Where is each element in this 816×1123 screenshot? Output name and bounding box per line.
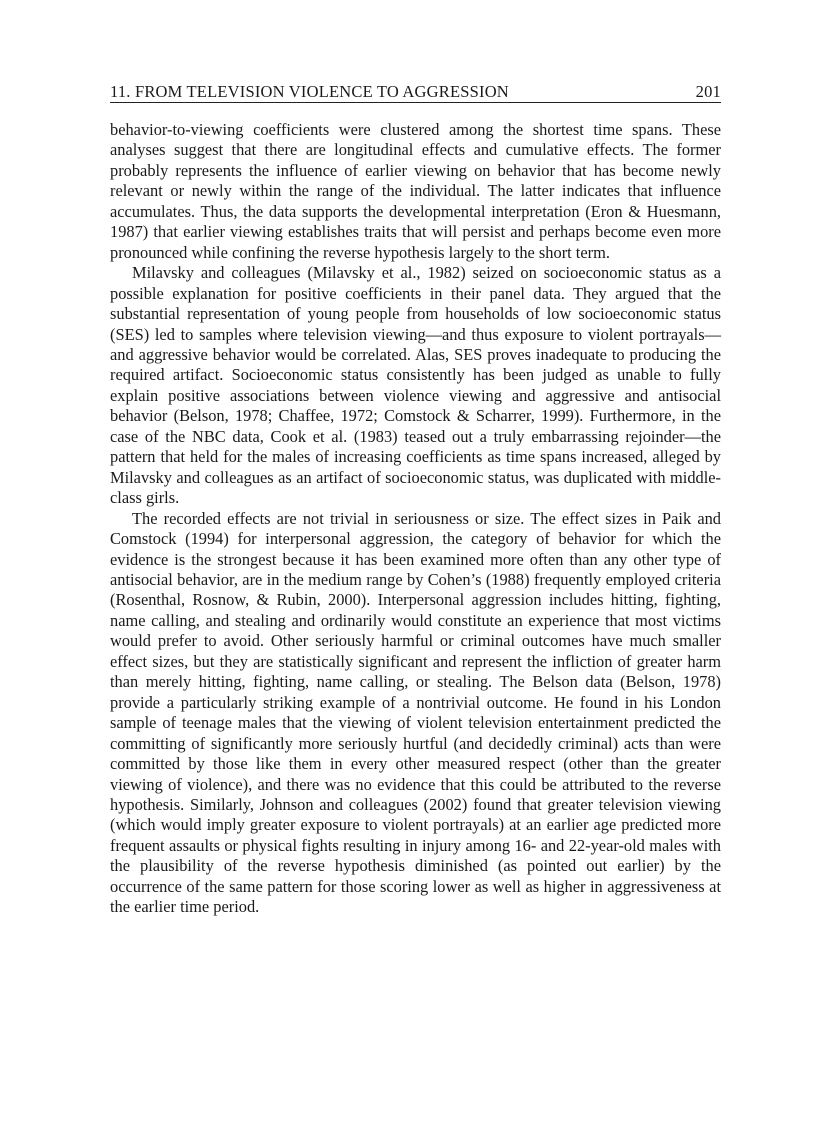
- page-number: 201: [695, 82, 721, 101]
- chapter-title: 11. FROM TELEVISION VIOLENCE TO AGGRESSION: [110, 82, 509, 101]
- paragraph-continued: behavior-to-viewing coefficients were clustered among the shortest time spans. These analyses suggest that there are longitudinal effects and cumulative effects. The former probably represents the influence of earlier viewing on behavior that has become newly relevant or newly within the range of the individual. The latter indicates that influence accumulates. Thus, the data supports the developmental interpretation (Eron & Huesmann, 1987) that earlier viewing establishes traits that will persist and perhaps become even more pronounced while confining the reverse hypothesis largely to the short term.: [110, 120, 721, 262]
- paragraph-effect-sizes: The recorded effects are not trivial in seriousness or size. The effect sizes in Paik and Comstock (1994) for interpersonal aggression, the category of behavior for which the evidence is the strongest because it has been examined more often than any other type of antisocial behavior, are in the medium range by Cohen’s (1988) frequently employed criteria (Rosenthal, Rosnow, & Rubin, 2000). Interpersonal aggression includes hitting, fighting, name calling, and stealing and ordinarily would constitute an experience that most victims would prefer to avoid. Other seriously harmful or criminal outcomes have much smaller effect sizes, but they are statistically significant and represent the infliction of greater harm than merely hitting, fighting, name calling, or stealing. The Belson data (Belson, 1978) provide a particularly striking example of a nontrivial outcome. He found in his London sample of teenage males that the viewing of violent television entertainment predicted the committing of significantly more seriously hurtful (and decidedly criminal) acts than were committed by those like them in every other measured respect (other than the greater viewing of violence), and there was no evidence that this could be attributed to the reverse hypothesis. Similarly, Johnson and colleagues (2002) found that greater television viewing (which would imply greater exposure to violent portrayals) at an earlier age predicted more frequent assaults or physical fights resulting in injury among 16- and 22-year-old males with the plausibility of the reverse hypothesis diminished (as pointed out earlier) by the occurrence of the same pattern for those scoring lower as well as higher in aggressiveness at the earlier time period.: [110, 508, 721, 917]
- running-head: [110, 82, 721, 103]
- paragraph-milavsky: Milavsky and colleagues (Milavsky et al., 1982) seized on socioeconomic status as a possible explanation for positive coefficients in their panel data. They argued that the substantial representation of young people from households of low socioeconomic status (SES) led to samples where television viewing—and thus exposure to violent portrayals—and aggressive behavior would be correlated. Alas, SES proves inadequate to producing the required artifact. Socioeconomic status consistently has been judged as unable to fully explain positive associations between violence viewing and aggressive and antisocial behavior (Belson, 1978; Chaffee, 1972; Comstock & Scharrer, 1999). Furthermore, in the case of the NBC data, Cook et al. (1983) teased out a truly embarrassing rejoinder—the pattern that held for the males of increasing coefficients as time spans increased, alleged by Milavsky and colleagues as an artifact of socioeconomic status, was duplicated with middle-class girls.: [110, 263, 721, 508]
- body-text: [110, 120, 721, 918]
